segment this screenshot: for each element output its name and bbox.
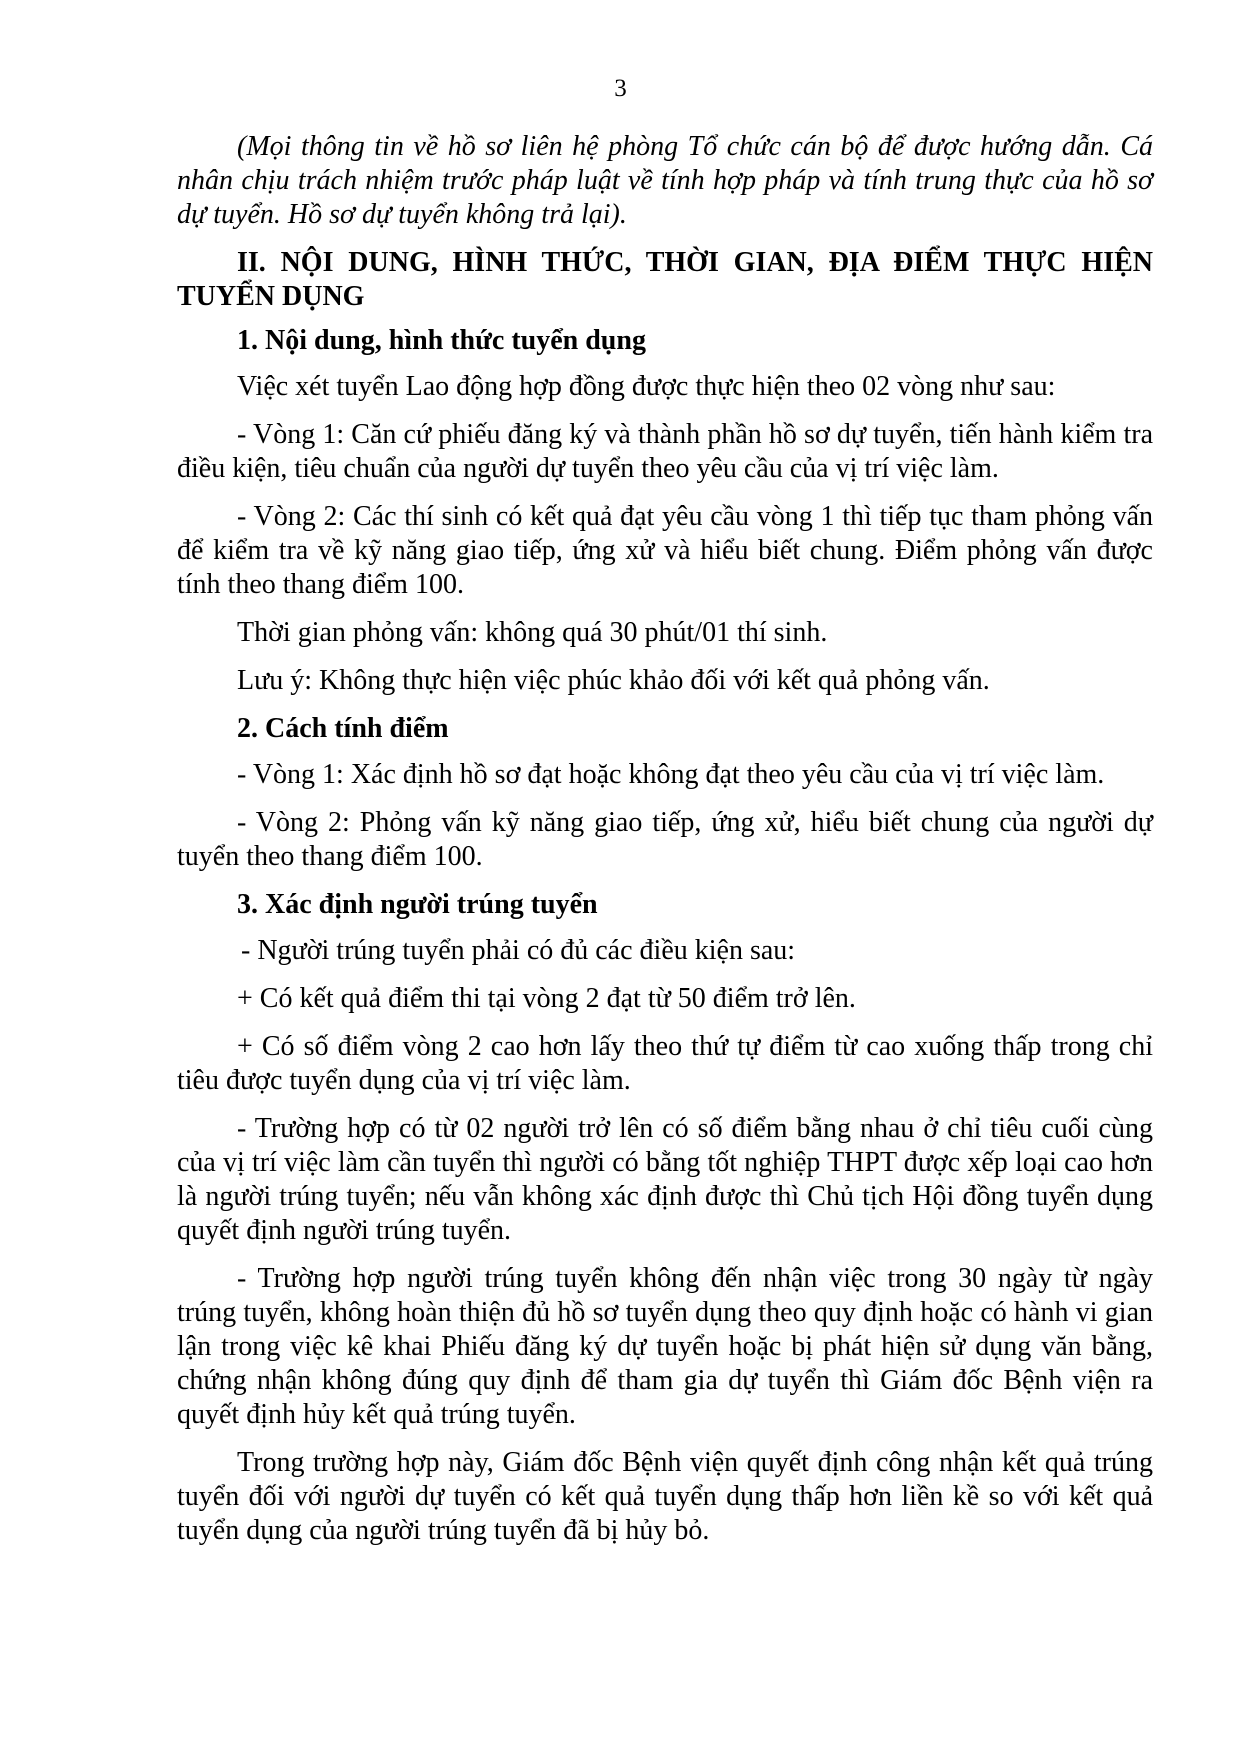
body-paragraph: Việc xét tuyển Lao động hợp đồng được thực hiện theo 02 vòng như sau: [237,371,1056,402]
body-paragraph: - Trường hợp có từ 02 người trở lên có số điểm bằng nhau ở chỉ tiêu cuối cùng của vị trí việc làm cần tuyển thì người có bằng tốt nghiệp THPT được xếp loại cao hơn là người trúng tuyển; nếu vẫn không xác định được thì Chủ tịch Hội đồng tuyển dụng quyết định người trúng tuyển. [177,1113,1153,1246]
subsection-heading: 3. Xác định người trúng tuyển [237,889,598,920]
document-body [177,130,1153,1562]
section-heading: II. NỘI DUNG, HÌNH THỨC, THỜI GIAN, ĐỊA ĐIỂM THỰC HIỆN TUYỂN DỤNG [177,247,1153,312]
subsection-heading: 1. Nội dung, hình thức tuyển dụng [237,325,646,356]
body-paragraph: + Có kết quả điểm thi tại vòng 2 đạt từ 50 điểm trở lên. [237,983,856,1014]
body-paragraph: - Vòng 2: Các thí sinh có kết quả đạt yêu cầu vòng 1 thì tiếp tục tham phỏng vấn để kiểm tra về kỹ năng giao tiếp, ứng xử và hiểu biết chung. Điểm phỏng vấn được tính theo thang điểm 100. [177,501,1153,600]
page-number: 3 [614,75,627,102]
body-paragraph: Trong trường hợp này, Giám đốc Bệnh viện quyết định công nhận kết quả trúng tuyển đối với người dự tuyển có kết quả tuyển dụng thấp hơn liền kề so với kết quả tuyển dụng của người trúng tuyển đã bị hủy bỏ. [177,1447,1153,1546]
body-paragraph: - Trường hợp người trúng tuyển không đến nhận việc trong 30 ngày từ ngày trúng tuyển, không hoàn thiện đủ hồ sơ tuyển dụng theo quy định hoặc có hành vi gian lận trong việc kê khai Phiếu đăng ký dự tuyển hoặc bị phát hiện sử dụng văn bằng, chứng nhận không đúng quy định để tham gia dự tuyển thì Giám đốc Bệnh viện ra quyết định hủy kết quả trúng tuyển. [177,1263,1153,1430]
body-paragraph: Lưu ý: Không thực hiện việc phúc khảo đối với kết quả phỏng vấn. [237,665,990,696]
subsection-heading: 2. Cách tính điểm [237,713,449,744]
body-paragraph: Thời gian phỏng vấn: không quá 30 phút/01 thí sinh. [237,617,828,648]
body-paragraph: - Người trúng tuyển phải có đủ các điều kiện sau: [241,935,796,966]
note-paragraph: (Mọi thông tin về hồ sơ liên hệ phòng Tổ chức cán bộ để được hướng dẫn. Cá nhân chịu trách nhiệm trước pháp luật về tính hợp pháp và tính trung thực của hồ sơ dự tuyển. Hồ sơ dự tuyển không trả lại). [177,131,1153,230]
body-paragraph: - Vòng 1: Căn cứ phiếu đăng ký và thành phần hồ sơ dự tuyển, tiến hành kiểm tra điều kiện, tiêu chuẩn của người dự tuyển theo yêu cầu của vị trí việc làm. [177,419,1153,484]
body-paragraph: - Vòng 1: Xác định hồ sơ đạt hoặc không đạt theo yêu cầu của vị trí việc làm. [237,759,1105,790]
body-paragraph: + Có số điểm vòng 2 cao hơn lấy theo thứ tự điểm từ cao xuống thấp trong chỉ tiêu được tuyển dụng của vị trí việc làm. [177,1031,1153,1096]
body-paragraph: - Vòng 2: Phỏng vấn kỹ năng giao tiếp, ứng xử, hiểu biết chung của người dự tuyển theo thang điểm 100. [177,807,1153,872]
